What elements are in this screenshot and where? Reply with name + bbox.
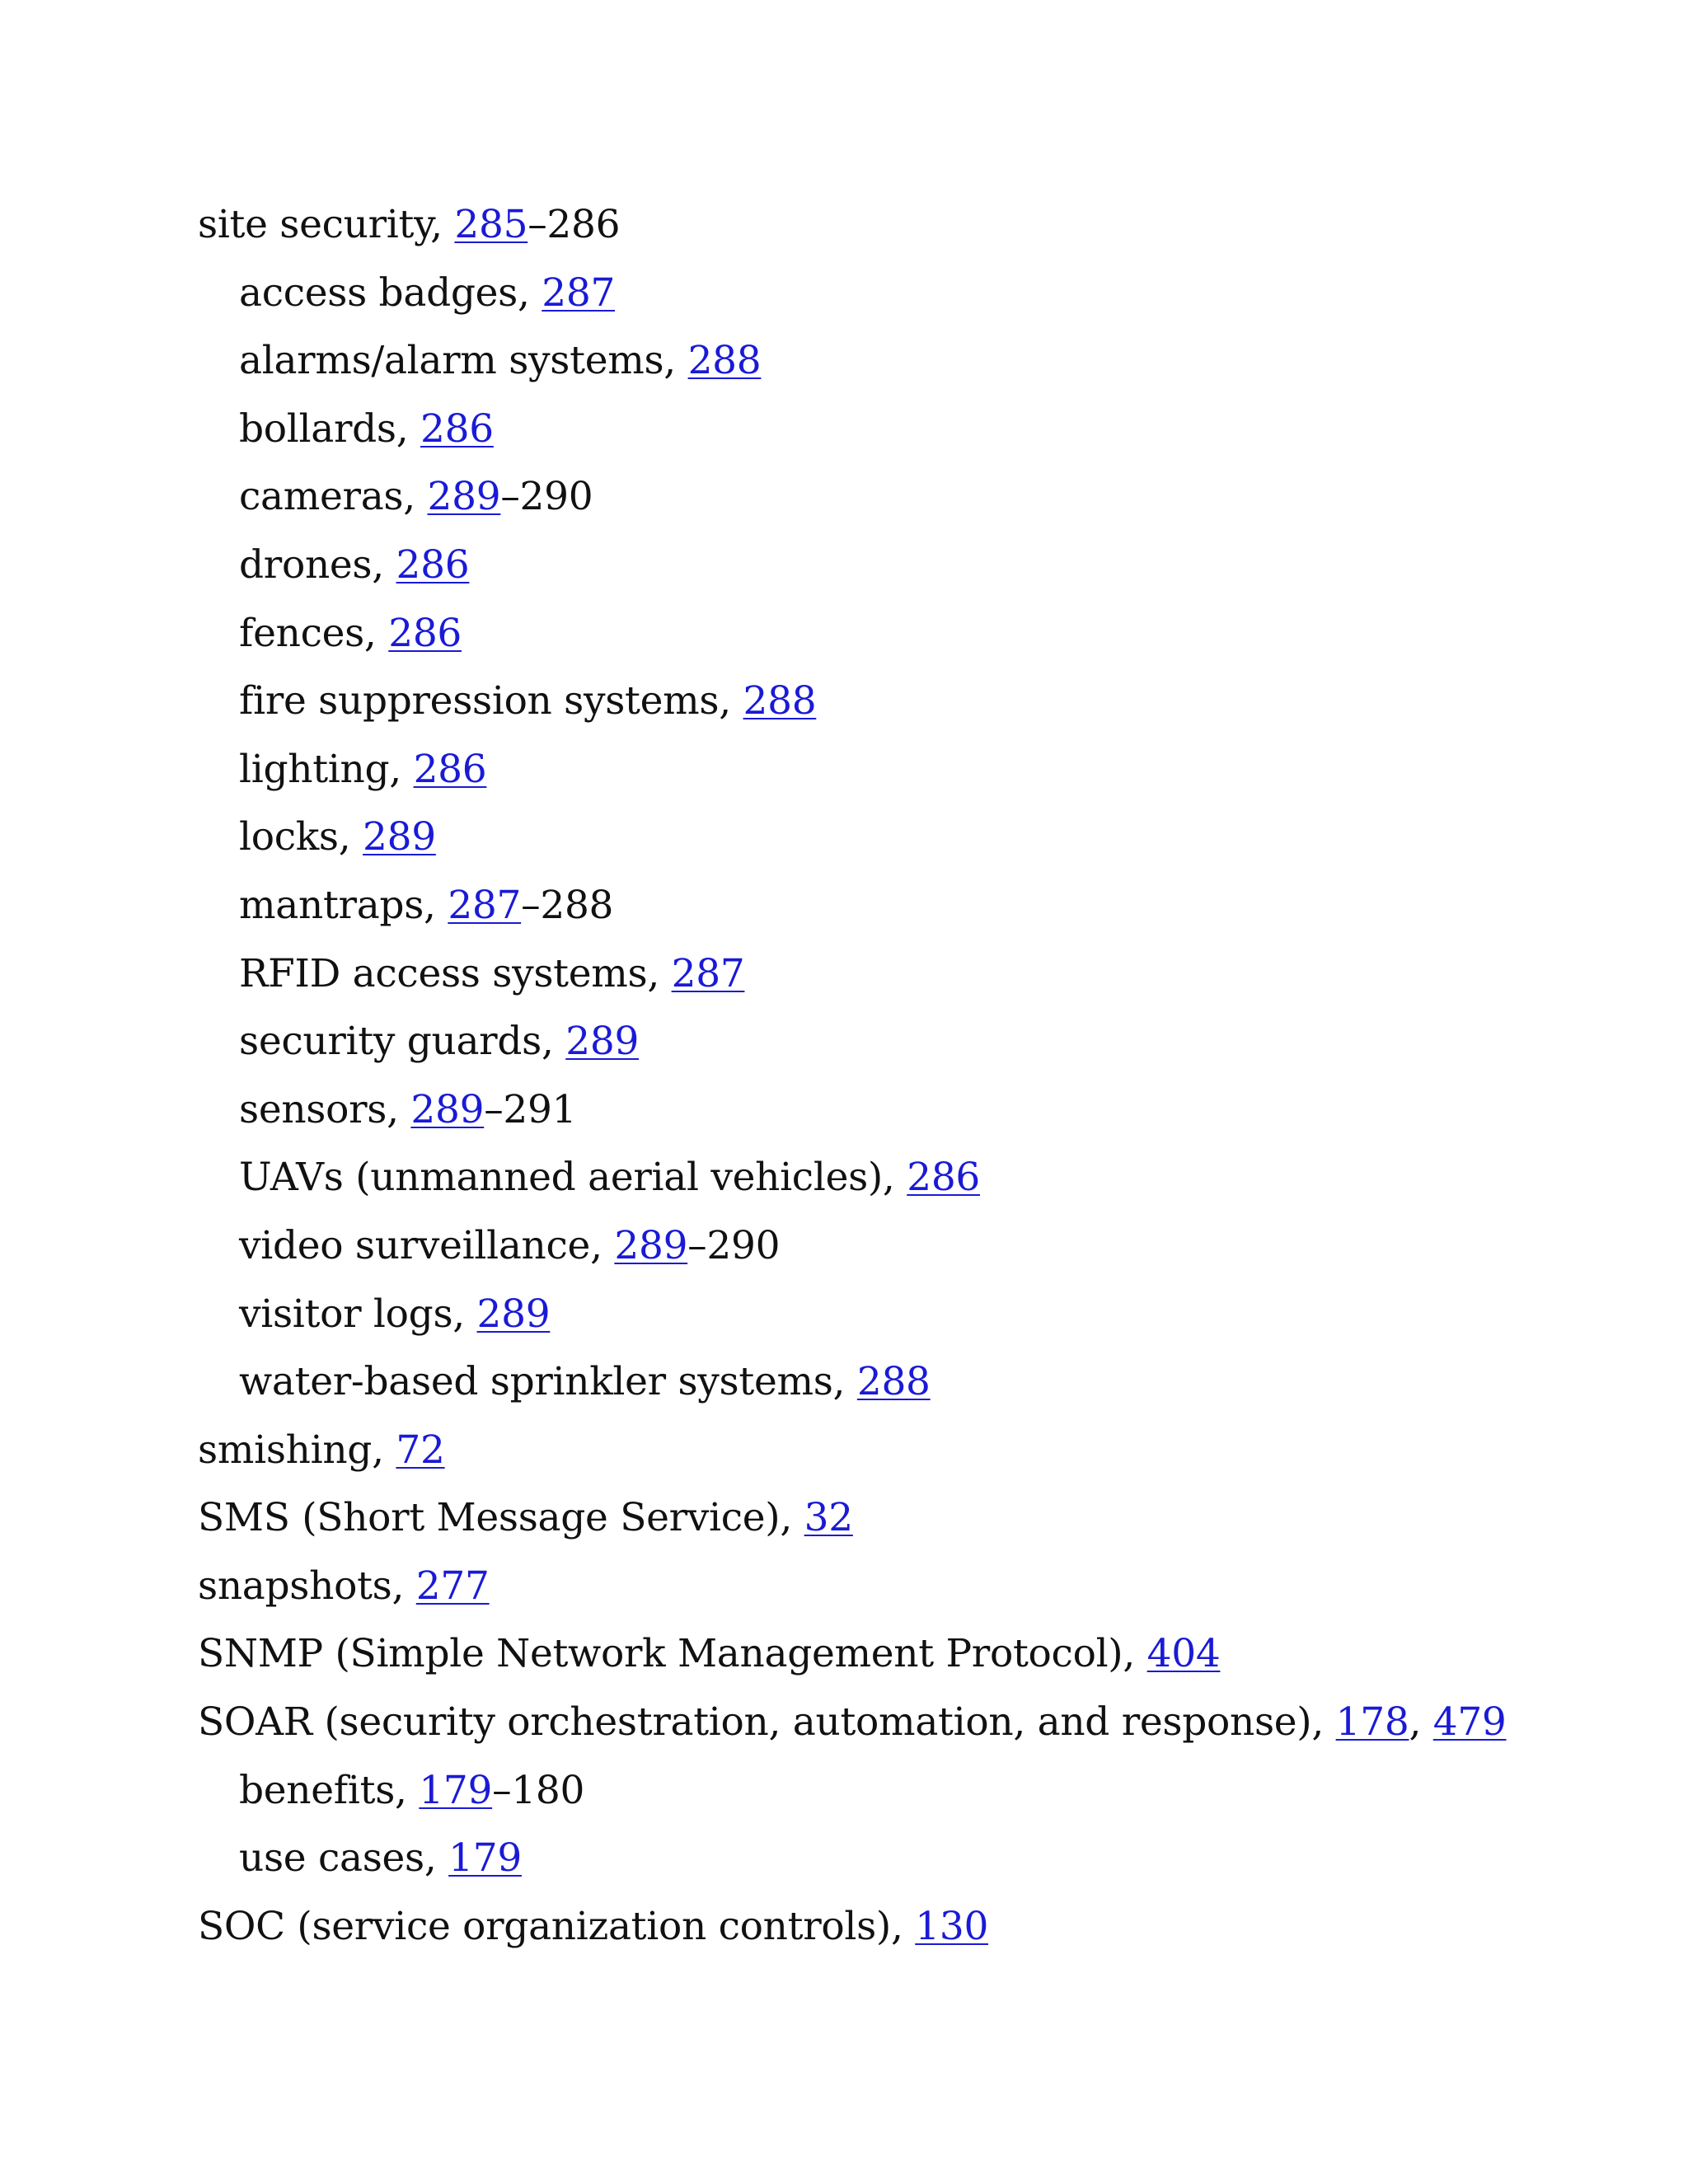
page-link[interactable]: 289	[476, 1291, 551, 1337]
page-range-suffix: –290	[500, 474, 593, 520]
index-term: use cases,	[239, 1835, 449, 1882]
index-entry	[198, 1620, 1599, 1689]
index-term: cameras,	[239, 474, 428, 520]
page-range-suffix: –288	[521, 882, 614, 928]
index-subentry	[198, 600, 1599, 668]
index-subentry	[198, 1212, 1599, 1281]
index-term: fences,	[239, 610, 389, 656]
index-subentry	[198, 327, 1599, 396]
index-subentry	[198, 1348, 1599, 1417]
page-link[interactable]: 288	[743, 678, 817, 724]
index-entry	[198, 1484, 1599, 1553]
index-subentry	[198, 463, 1599, 532]
index-subentry	[198, 1281, 1599, 1349]
page-link[interactable]: 285	[454, 202, 528, 247]
index-term: UAVs (unmanned aerial vehicles),	[239, 1155, 907, 1201]
page-range-suffix: –291	[484, 1086, 577, 1132]
page-link[interactable]: 277	[415, 1563, 490, 1609]
index-subentry	[198, 668, 1599, 736]
index-subentry	[198, 396, 1599, 464]
index-term: visitor logs,	[239, 1291, 477, 1337]
index-term: SMS (Short Message Service),	[198, 1495, 804, 1541]
page-range-suffix: ,	[1409, 1699, 1433, 1746]
index-subentry	[198, 260, 1599, 328]
page-link[interactable]: 286	[388, 610, 462, 656]
index-term: site security,	[198, 202, 455, 247]
page-link[interactable]: 286	[413, 746, 487, 792]
page-range-suffix: –180	[492, 1767, 585, 1813]
index-subentry	[198, 1008, 1599, 1076]
page-link[interactable]: 32	[804, 1495, 853, 1541]
page-link[interactable]: 289	[614, 1222, 688, 1268]
index-subentry	[198, 872, 1599, 940]
index-term: benefits,	[239, 1767, 420, 1813]
index-term: smishing,	[198, 1427, 396, 1473]
index-subentry	[198, 1144, 1599, 1212]
page-link[interactable]: 179	[448, 1835, 522, 1882]
index-subentry	[198, 736, 1599, 804]
index-entry	[198, 1893, 1599, 1961]
page-link[interactable]: 404	[1146, 1631, 1221, 1677]
index-term: alarms/alarm systems,	[239, 338, 688, 384]
index-entry	[198, 1417, 1599, 1485]
page-link[interactable]: 289	[363, 814, 436, 860]
index-term: security guards,	[239, 1019, 566, 1065]
index-term: water-based sprinkler systems,	[239, 1359, 857, 1405]
page-link[interactable]: 72	[396, 1427, 445, 1473]
index-term: locks,	[239, 814, 363, 860]
index-subentry	[198, 940, 1599, 1009]
index-term: drones,	[239, 541, 396, 588]
page-range-suffix: –286	[528, 202, 621, 247]
index-term: access badges,	[239, 269, 542, 316]
page-link[interactable]: 286	[907, 1155, 981, 1201]
page-link[interactable]: 286	[420, 405, 494, 452]
page-link[interactable]: 289	[427, 474, 501, 520]
index-term: sensors,	[239, 1086, 411, 1132]
index-term: RFID access systems,	[239, 950, 672, 996]
index-page	[198, 191, 1599, 1961]
page-link[interactable]: 287	[671, 950, 745, 996]
index-entry	[198, 1689, 1599, 1757]
index-term: SOC (service organization controls),	[198, 1903, 916, 1949]
page-link[interactable]: 130	[915, 1903, 989, 1949]
index-term: fire suppression systems,	[239, 678, 743, 724]
page-link[interactable]: 286	[396, 541, 470, 588]
index-term: SOAR (security orchestration, automation, and response),	[198, 1699, 1336, 1746]
page-link[interactable]: 479	[1432, 1699, 1507, 1746]
page-link[interactable]: 288	[856, 1359, 931, 1405]
index-subentry	[198, 1825, 1599, 1893]
page-link[interactable]: 289	[565, 1019, 640, 1065]
index-term: lighting,	[239, 746, 414, 792]
page-range-suffix: –290	[687, 1222, 781, 1268]
page-link[interactable]: 289	[410, 1086, 485, 1132]
page-link[interactable]: 288	[687, 338, 762, 384]
index-subentry	[198, 1757, 1599, 1825]
page-link[interactable]: 287	[448, 882, 522, 928]
page-link[interactable]: 178	[1335, 1699, 1409, 1746]
index-entry	[198, 1553, 1599, 1621]
index-subentry	[198, 532, 1599, 600]
page-link[interactable]: 179	[419, 1767, 493, 1813]
index-subentry	[198, 804, 1599, 872]
index-subentry	[198, 1076, 1599, 1145]
index-term: SNMP (Simple Network Management Protocol),	[198, 1631, 1147, 1677]
index-entry	[198, 191, 1599, 260]
index-term: video surveillance,	[239, 1222, 615, 1268]
index-term: bollards,	[239, 405, 421, 452]
index-term: mantraps,	[239, 882, 448, 928]
page-link[interactable]: 287	[542, 269, 616, 316]
index-term: snapshots,	[198, 1563, 416, 1609]
